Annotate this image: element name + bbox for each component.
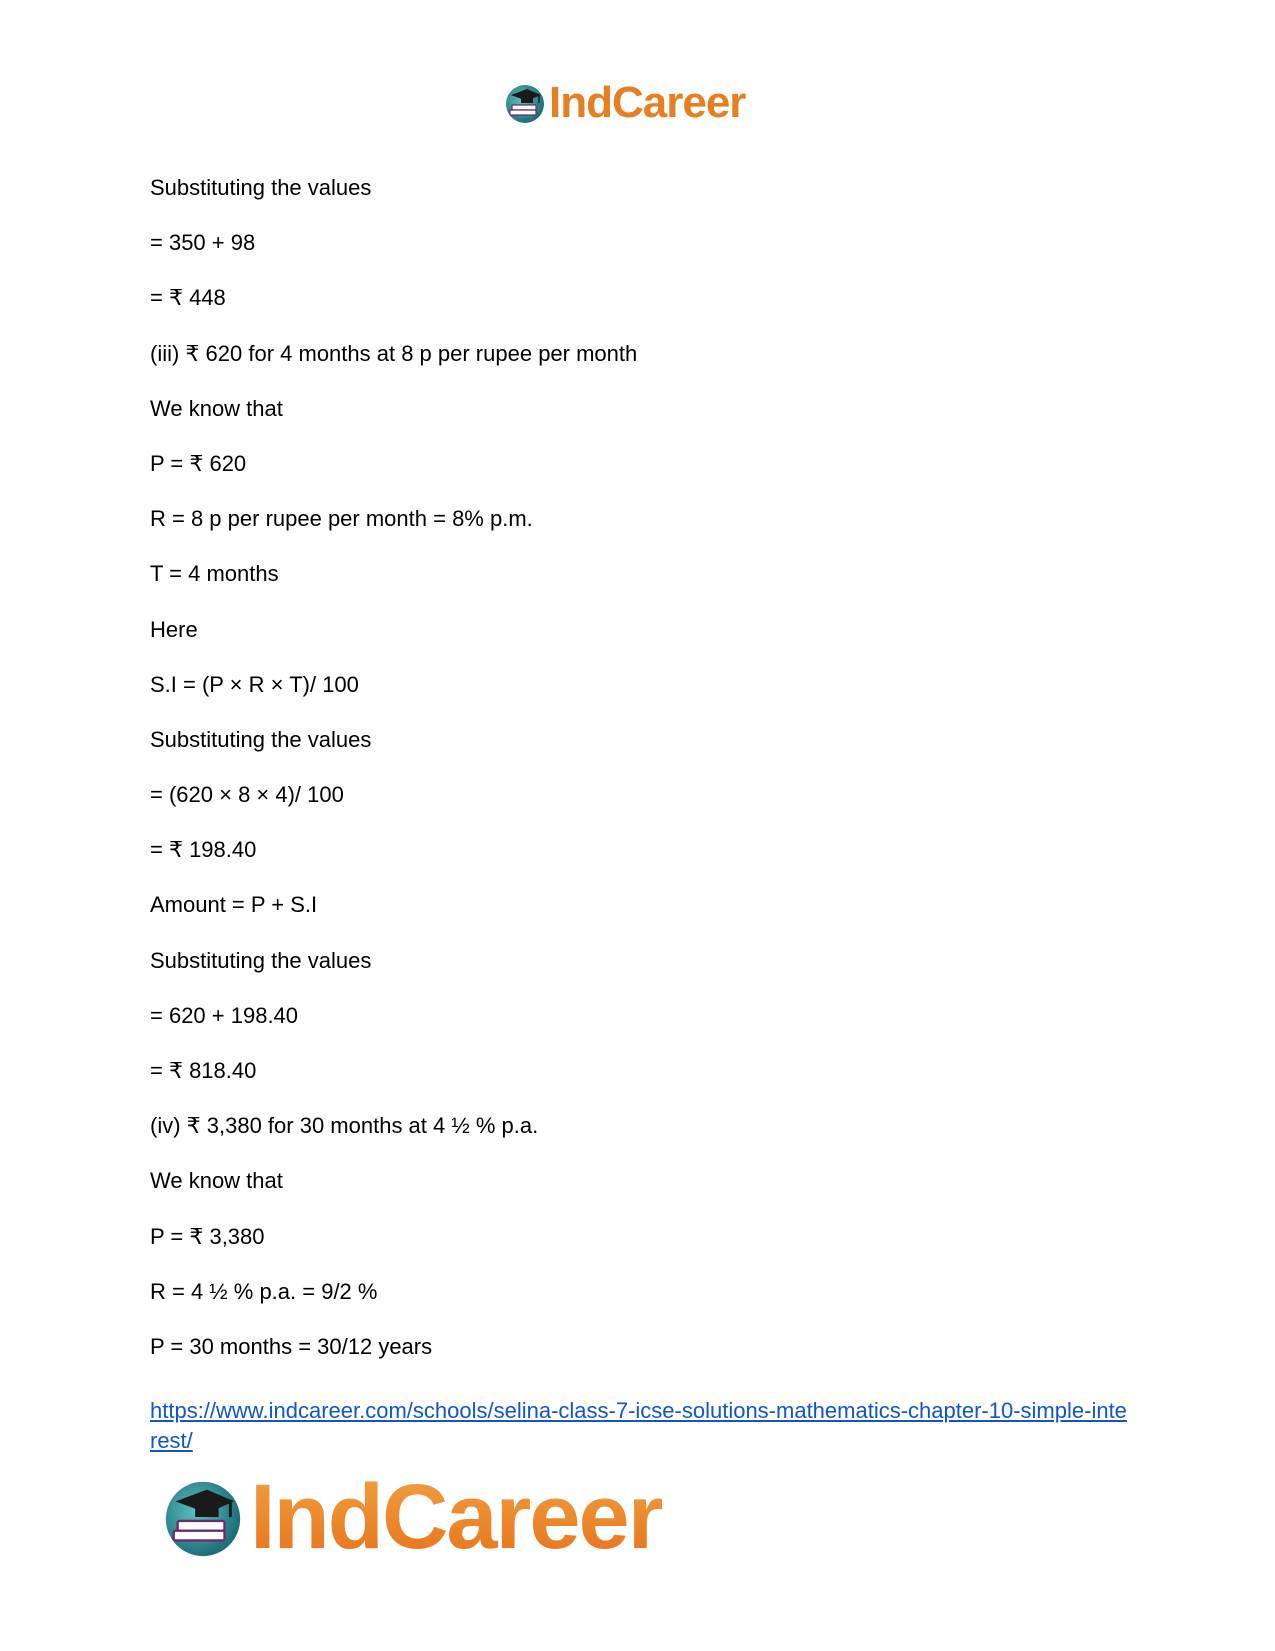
logo-wordmark: IndCareer — [250, 1466, 662, 1568]
text-line: = ₹ 448 — [150, 285, 226, 311]
text-line: = 350 + 98 — [150, 230, 256, 256]
text-line: R = 8 p per rupee per month = 8% p.m. — [150, 506, 533, 532]
text-line: = ₹ 818.40 — [150, 1058, 257, 1083]
header-logo — [503, 80, 745, 126]
text-line: T = 4 months — [150, 561, 279, 587]
text-line: P = 30 months = 30/12 years — [150, 1333, 433, 1359]
text-line: = ₹ 198.40 — [150, 837, 257, 863]
text-line: (iii) ₹ 620 for 4 months at 8 p per rupee per month — [150, 340, 638, 366]
logo-wordmark: IndCareer — [549, 78, 746, 127]
text-line: We know that — [150, 395, 283, 421]
text-line: Substituting the values — [150, 175, 372, 200]
text-line: (iv) ₹ 3,380 for 30 months at 4 ½ % p.a. — [150, 1113, 539, 1139]
solution-text — [150, 175, 1130, 1389]
text-line: P = ₹ 620 — [150, 450, 247, 476]
text-line: = (620 × 8 × 4)/ 100 — [150, 782, 344, 808]
footer-logo — [160, 1466, 662, 1568]
text-line: P = ₹ 3,380 — [150, 1223, 265, 1249]
text-line: Here — [150, 616, 198, 642]
graduation-cap-book-icon — [160, 1474, 246, 1560]
text-line: S.I = (P × R × T)/ 100 — [150, 671, 359, 697]
text-line: Substituting the values — [150, 726, 372, 752]
graduation-cap-book-icon — [503, 81, 547, 125]
text-line: Substituting the values — [150, 947, 372, 973]
source-link[interactable]: https://www.indcareer.com/schools/selina-class-7-icse-solutions-mathematics-chapter-10-simple-interest/ — [150, 1398, 1127, 1453]
text-line: We know that — [150, 1168, 283, 1194]
text-line: Amount = P + S.I — [150, 892, 318, 918]
text-line: R = 4 ½ % p.a. = 9/2 % — [150, 1278, 378, 1304]
text-line: = 620 + 198.40 — [150, 1002, 299, 1028]
